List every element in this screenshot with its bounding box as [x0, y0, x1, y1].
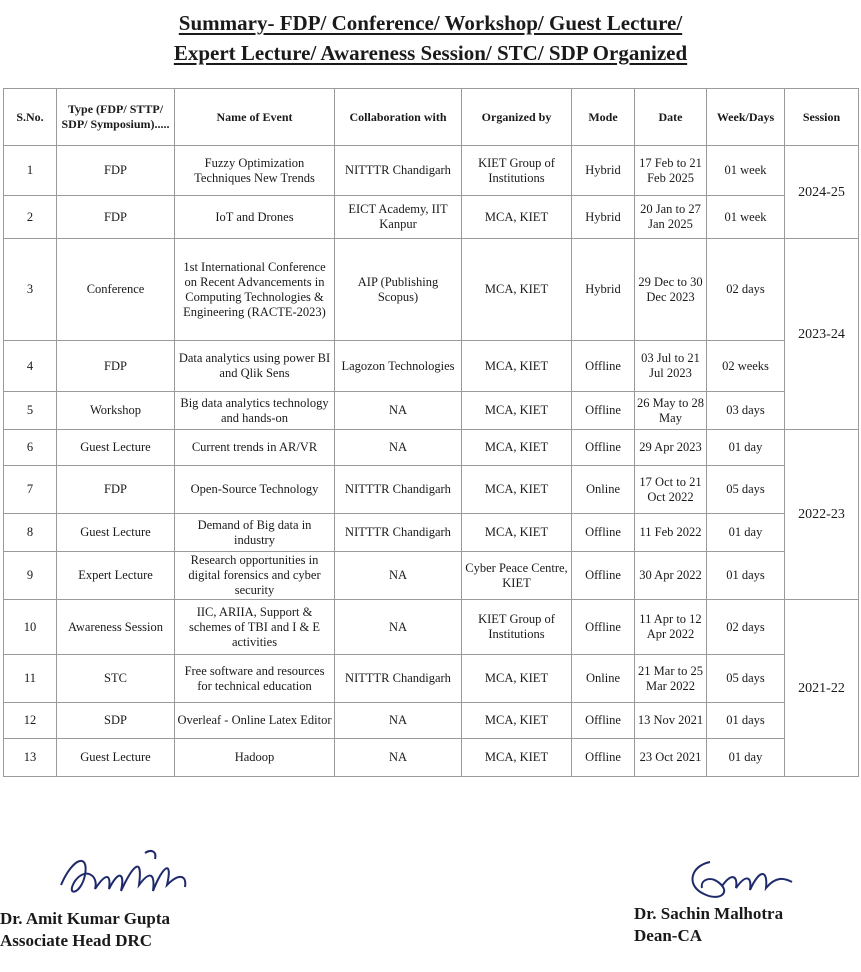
cell-mode: Online [572, 655, 635, 703]
cell-mode: Hybrid [572, 196, 635, 239]
cell-date: 13 Nov 2021 [635, 703, 707, 739]
title-line-1: Summary- FDP/ Conference/ Workshop/ Guest Lecture/ [178, 11, 683, 35]
cell-date: 29 Dec to 30 Dec 2023 [635, 239, 707, 341]
cell-collab: NA [335, 552, 462, 600]
cell-type: FDP [57, 196, 175, 239]
cell-session: 2021-22 [785, 600, 859, 777]
cell-name: Big data analytics technology and hands-on [175, 392, 335, 430]
cell-sno: 12 [4, 703, 57, 739]
cell-days: 01 week [707, 196, 785, 239]
header-cell: Organized by [462, 89, 572, 146]
cell-days: 05 days [707, 655, 785, 703]
cell-sno: 11 [4, 655, 57, 703]
header-cell: Collaboration with [335, 89, 462, 146]
header-cell: Type (FDP/ STTP/ SDP/ Symposium)..... [57, 89, 175, 146]
cell-date: 11 Apr to 12 Apr 2022 [635, 600, 707, 655]
signatory-right-name: Dr. Sachin Malhotra [634, 904, 784, 923]
cell-sno: 1 [4, 146, 57, 196]
cell-session: 2024-25 [785, 146, 859, 239]
cell-collab: NA [335, 739, 462, 777]
table-row [4, 600, 859, 655]
cell-date: 21 Mar to 25 Mar 2022 [635, 655, 707, 703]
header-cell: Name of Event [175, 89, 335, 146]
cell-date: 29 Apr 2023 [635, 430, 707, 466]
table-row [4, 466, 859, 514]
cell-days: 01 week [707, 146, 785, 196]
cell-days: 03 days [707, 392, 785, 430]
header-cell: S.No. [4, 89, 57, 146]
title-line-2: Expert Lecture/ Awareness Session/ STC/ SDP Organized [173, 41, 688, 65]
cell-org: MCA, KIET [462, 655, 572, 703]
cell-org: MCA, KIET [462, 430, 572, 466]
cell-type: Guest Lecture [57, 514, 175, 552]
cell-mode: Online [572, 466, 635, 514]
cell-name: Free software and resources for technical education [175, 655, 335, 703]
signatory-left-name: Dr. Amit Kumar Gupta [0, 909, 171, 928]
cell-sno: 3 [4, 239, 57, 341]
cell-days: 01 days [707, 703, 785, 739]
cell-type: FDP [57, 466, 175, 514]
table-row [4, 196, 859, 239]
cell-mode: Offline [572, 514, 635, 552]
table-row [4, 739, 859, 777]
cell-type: STC [57, 655, 175, 703]
header-cell: Mode [572, 89, 635, 146]
cell-mode: Offline [572, 600, 635, 655]
cell-mode: Offline [572, 392, 635, 430]
cell-date: 20 Jan to 27 Jan 2025 [635, 196, 707, 239]
cell-sno: 6 [4, 430, 57, 466]
cell-name: Open-Source Technology [175, 466, 335, 514]
cell-name: Overleaf - Online Latex Editor [175, 703, 335, 739]
cell-days: 02 weeks [707, 341, 785, 392]
cell-session: 2023-24 [785, 239, 859, 430]
table-row [4, 655, 859, 703]
cell-org: MCA, KIET [462, 341, 572, 392]
cell-days: 01 day [707, 430, 785, 466]
signatory-left [0, 908, 170, 952]
signatory-right-title: Dean-CA [634, 926, 702, 945]
cell-mode: Offline [572, 739, 635, 777]
cell-mode: Hybrid [572, 239, 635, 341]
cell-collab: Lagozon Technologies [335, 341, 462, 392]
cell-sno: 13 [4, 739, 57, 777]
header-row [4, 89, 859, 146]
cell-sno: 7 [4, 466, 57, 514]
cell-days: 01 day [707, 514, 785, 552]
cell-sno: 4 [4, 341, 57, 392]
header-cell: Session [785, 89, 859, 146]
cell-mode: Offline [572, 552, 635, 600]
cell-type: Guest Lecture [57, 430, 175, 466]
cell-mode: Hybrid [572, 146, 635, 196]
cell-org: KIET Group of Institutions [462, 600, 572, 655]
cell-sno: 10 [4, 600, 57, 655]
cell-collab: AIP (Publishing Scopus) [335, 239, 462, 341]
cell-type: Conference [57, 239, 175, 341]
cell-name: IoT and Drones [175, 196, 335, 239]
cell-org: Cyber Peace Centre, KIET [462, 552, 572, 600]
cell-org: MCA, KIET [462, 196, 572, 239]
cell-days: 02 days [707, 600, 785, 655]
cell-org: MCA, KIET [462, 514, 572, 552]
cell-org: MCA, KIET [462, 739, 572, 777]
signatory-left-title: Associate Head DRC [0, 931, 153, 950]
table-row [4, 146, 859, 196]
cell-type: FDP [57, 341, 175, 392]
cell-session: 2022-23 [785, 430, 859, 600]
cell-mode: Offline [572, 341, 635, 392]
cell-name: Demand of Big data in industry [175, 514, 335, 552]
cell-sno: 9 [4, 552, 57, 600]
cell-mode: Offline [572, 430, 635, 466]
cell-org: KIET Group of Institutions [462, 146, 572, 196]
cell-collab: EICT Academy, IIT Kanpur [335, 196, 462, 239]
cell-org: MCA, KIET [462, 239, 572, 341]
cell-name: Fuzzy Optimization Techniques New Trends [175, 146, 335, 196]
cell-collab: NITTTR Chandigarh [335, 514, 462, 552]
table-row [4, 552, 859, 600]
cell-collab: NITTTR Chandigarh [335, 655, 462, 703]
cell-days: 01 days [707, 552, 785, 600]
cell-date: 11 Feb 2022 [635, 514, 707, 552]
cell-name: Hadoop [175, 739, 335, 777]
events-table [3, 88, 859, 777]
cell-name: 1st International Conference on Recent Advancements in Computing Technologies & Engineering (RACTE-2023) [175, 239, 335, 341]
cell-date: 26 May to 28 May [635, 392, 707, 430]
cell-type: SDP [57, 703, 175, 739]
cell-date: 30 Apr 2022 [635, 552, 707, 600]
cell-type: FDP [57, 146, 175, 196]
cell-collab: NA [335, 392, 462, 430]
cell-sno: 8 [4, 514, 57, 552]
table-row [4, 514, 859, 552]
cell-date: 17 Feb to 21 Feb 2025 [635, 146, 707, 196]
cell-name: Research opportunities in digital forensics and cyber security [175, 552, 335, 600]
cell-collab: NA [335, 430, 462, 466]
cell-name: Current trends in AR/VR [175, 430, 335, 466]
cell-sno: 5 [4, 392, 57, 430]
cell-name: IIC, ARIIA, Support & schemes of TBI and I & E activities [175, 600, 335, 655]
cell-date: 23 Oct 2021 [635, 739, 707, 777]
cell-org: MCA, KIET [462, 392, 572, 430]
cell-type: Guest Lecture [57, 739, 175, 777]
cell-org: MCA, KIET [462, 703, 572, 739]
cell-date: 17 Oct to 21 Oct 2022 [635, 466, 707, 514]
signature-left [55, 845, 195, 910]
cell-collab: NA [335, 600, 462, 655]
cell-type: Awareness Session [57, 600, 175, 655]
cell-org: MCA, KIET [462, 466, 572, 514]
cell-collab: NA [335, 703, 462, 739]
table-row [4, 430, 859, 466]
cell-collab: NITTTR Chandigarh [335, 146, 462, 196]
cell-mode: Offline [572, 703, 635, 739]
header-cell: Date [635, 89, 707, 146]
cell-type: Expert Lecture [57, 552, 175, 600]
table-row [4, 392, 859, 430]
cell-days: 01 day [707, 739, 785, 777]
header-cell: Week/Days [707, 89, 785, 146]
signatory-right [634, 903, 783, 947]
cell-days: 02 days [707, 239, 785, 341]
cell-type: Workshop [57, 392, 175, 430]
table-row [4, 341, 859, 392]
table-row [4, 239, 859, 341]
cell-name: Data analytics using power BI and Qlik Sens [175, 341, 335, 392]
table-row [4, 703, 859, 739]
cell-sno: 2 [4, 196, 57, 239]
cell-collab: NITTTR Chandigarh [335, 466, 462, 514]
cell-days: 05 days [707, 466, 785, 514]
cell-date: 03 Jul to 21 Jul 2023 [635, 341, 707, 392]
